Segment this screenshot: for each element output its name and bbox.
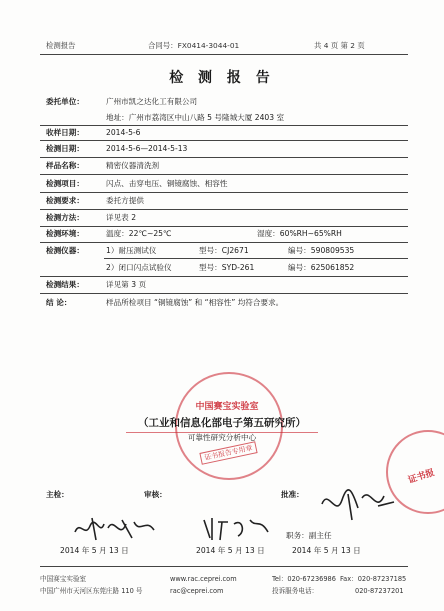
row-divider <box>40 226 408 227</box>
header-page-number: 共 4 页 第 2 页 <box>314 41 365 50</box>
row-divider <box>40 125 408 126</box>
sample-value: 精密仪器清洗剂 <box>106 161 160 170</box>
footer-email: rac@ceprei.com <box>170 587 224 595</box>
main-inspector-label: 主检： <box>46 490 69 499</box>
footer-divider <box>40 566 408 567</box>
footer-fax-2: 020-87237201 <box>355 587 404 595</box>
requirement-label: 检测要求： <box>46 196 84 205</box>
inspector-signature <box>70 510 160 546</box>
inspector-date: 2014 年 5 月 13 日 <box>60 546 129 555</box>
footer-website: www.rac.ceprei.com <box>170 575 237 583</box>
page-title: 检 测 报 告 <box>169 70 275 86</box>
client-label: 委托单位： <box>46 97 84 106</box>
row-divider <box>40 192 408 193</box>
side-seal-text: 证书报 <box>407 468 436 486</box>
instrument-2-name: 2）闭口闪点试验仪 <box>106 263 172 272</box>
items-label: 检测项目： <box>46 179 84 188</box>
header-report-name: 检测报告 <box>46 41 76 50</box>
environment-label: 检测环境： <box>46 229 84 238</box>
row-divider <box>40 140 408 141</box>
test-date-label: 检测日期： <box>46 144 84 153</box>
footer-tel: Tel：020-67236986 <box>272 575 336 583</box>
seal-institute-name: （工业和信息化部电子第五研究所） <box>138 417 306 429</box>
environment-humidity: 湿度：60%RH~65%RH <box>257 229 342 238</box>
reviewer-label: 审核： <box>144 490 167 499</box>
header-contract-number: 合同号：FX0414-3044-01 <box>148 41 240 50</box>
seal-center-name: 可靠性研究分析中心 <box>187 433 257 442</box>
method-label: 检测方法： <box>46 213 84 222</box>
row-divider <box>104 258 408 259</box>
footer-address: 中国广州市天河区东莞庄路 110 号 <box>40 587 143 595</box>
instrument-2-number: 编号：625061852 <box>288 263 355 272</box>
footer-fax: Fax：020-87237185 <box>340 575 407 583</box>
seal-org-name: 中国赛宝实验室 <box>195 402 259 412</box>
approver-label: 批准： <box>281 490 304 499</box>
method-value: 详见表 2 <box>106 213 137 222</box>
footer-org: 中国赛宝实验室 <box>40 575 87 583</box>
row-divider <box>40 242 408 243</box>
row-divider <box>40 157 408 158</box>
client-value: 广州市凯之达化工有限公司 <box>106 97 198 106</box>
row-divider <box>40 276 408 277</box>
seal-underline <box>126 432 318 433</box>
received-label: 收样日期： <box>46 128 84 137</box>
reviewer-signature <box>198 510 278 546</box>
instrument-1-model: 型号：CJ2671 <box>199 246 249 255</box>
conclusion-label: 结 论： <box>46 298 72 307</box>
instrument-1-name: 1）耐压测试仪 <box>106 246 157 255</box>
sample-label: 样品名称： <box>46 161 84 170</box>
result-label: 检测结果： <box>46 280 84 289</box>
result-value: 详见第 3 页 <box>106 280 147 289</box>
client-address: 地址：广州市荔湾区中山八路 5 号隆城大厦 2403 室 <box>106 113 285 122</box>
row-divider <box>40 174 408 175</box>
conclusion-value: 样品所检项目 “铜镜腐蚀” 和 “相容性” 均符合要求。 <box>106 298 284 307</box>
requirement-value: 委托方提供 <box>106 196 144 205</box>
footer-service-tel-label: 投诉服务电话： <box>272 587 319 595</box>
row-divider <box>40 209 408 210</box>
header-divider <box>40 54 408 55</box>
received-value: 2014-5-6 <box>106 128 141 137</box>
approver-date: 2014 年 5 月 13 日 <box>292 546 361 555</box>
items-value: 闪点、击穿电压、铜镜腐蚀、相容性 <box>106 179 228 188</box>
approver-signature <box>318 484 398 524</box>
row-divider <box>40 293 408 294</box>
instrument-label: 检测仪器： <box>46 246 84 255</box>
approver-position: 职务：副主任 <box>286 531 332 540</box>
instrument-1-number: 编号：590809535 <box>288 246 355 255</box>
test-date-value: 2014-5-6—2014-5-13 <box>106 144 188 153</box>
instrument-2-model: 型号：SYD-261 <box>199 263 255 272</box>
reviewer-date: 2014 年 5 月 13 日 <box>196 546 265 555</box>
report-seal-box: 证书报告专用章 <box>199 441 257 465</box>
environment-temperature: 温度：22℃~25℃ <box>106 229 172 238</box>
